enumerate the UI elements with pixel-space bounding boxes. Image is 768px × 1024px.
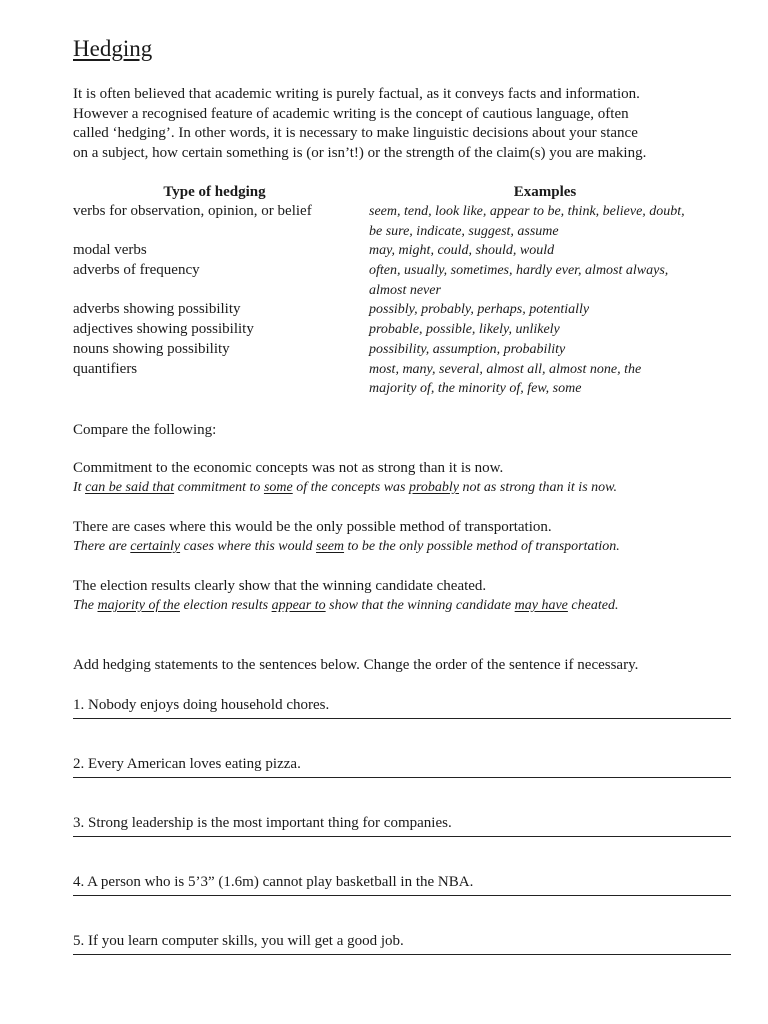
intro-line: on a subject, how certain something is (or isn’t!) or the strength of the claim(s) you are making.	[73, 145, 647, 162]
exercise-item-2	[73, 754, 733, 778]
hedge-phrase: some	[263, 480, 293, 495]
exercise-instructions: Add hedging statements to the sentences below. Change the order of the sentence if necessary.	[73, 657, 639, 673]
hedging-type: nouns showing possibility	[73, 340, 230, 357]
exercise-prompt: 2. Every American loves eating pizza.	[73, 756, 301, 772]
hedging-examples	[369, 340, 733, 360]
hedge-phrase: seem	[316, 539, 345, 554]
hedge-phrase: certainly	[130, 539, 181, 554]
example-line: seem, tend, look like, appear to be, think, believe, doubt,	[369, 204, 685, 219]
exercise-item-1	[73, 695, 733, 719]
table-row	[73, 202, 733, 241]
plain-sentence: There are cases where this would be the only possible method of transportation.	[73, 519, 552, 535]
sentence-text: It	[73, 480, 86, 495]
table-row	[73, 261, 733, 300]
hedging-type: modal verbs	[73, 242, 147, 259]
example-pair-1	[73, 458, 743, 498]
sentence-text: of the concepts was	[292, 480, 409, 495]
hedge-phrase: appear to	[271, 598, 326, 613]
hedging-examples	[369, 261, 733, 300]
hedging-type: adverbs showing possibility	[73, 301, 241, 318]
exercise-prompt: 1. Nobody enjoys doing household chores.	[73, 697, 330, 713]
hedging-type: quantifiers	[73, 360, 138, 377]
example-line: be sure, indicate, suggest, assume	[369, 223, 559, 239]
plain-sentence: Commitment to the economic concepts was not as strong than it is now.	[73, 460, 504, 476]
plain-sentence: The election results clearly show that the winning candidate cheated.	[73, 578, 487, 594]
table-row	[73, 300, 733, 320]
table-row	[73, 340, 733, 360]
hedge-phrase: majority of the	[97, 598, 180, 613]
example-line: probable, possible, likely, unlikely	[369, 322, 560, 338]
hedging-examples	[369, 360, 733, 399]
hedging-examples	[369, 300, 733, 320]
sentence-text: cheated.	[567, 598, 619, 613]
example-line: possibly, probably, perhaps, potentially	[369, 302, 590, 318]
page-title: Hedging	[73, 36, 153, 61]
intro-line: It is often believed that academic writing is purely factual, as it conveys facts and information.	[73, 86, 640, 102]
hedged-sentence	[73, 537, 743, 557]
hedge-phrase: probably	[408, 480, 460, 495]
example-line: most, many, several, almost all, almost none, the	[369, 361, 642, 377]
answer-line	[73, 777, 731, 778]
hedging-type: adverbs of frequency	[73, 262, 200, 279]
hedged-sentence	[73, 596, 743, 616]
example-pair-2	[73, 517, 743, 557]
example-pair-3	[73, 576, 743, 616]
table-row	[73, 320, 733, 340]
example-line: may, might, could, should, would	[369, 243, 555, 259]
table-row	[73, 360, 733, 399]
answer-line	[73, 954, 731, 955]
sentence-text: The	[73, 598, 98, 613]
answer-line	[73, 895, 731, 896]
compare-label: Compare the following:	[73, 422, 217, 438]
hedging-examples	[369, 320, 733, 340]
hedged-sentence	[73, 478, 743, 498]
hedging-examples	[369, 241, 733, 261]
example-line: majority of, the minority of, few, some	[369, 381, 582, 397]
table-row	[73, 241, 733, 261]
header-examples: Examples	[513, 184, 577, 200]
sentence-text: There are	[73, 539, 131, 554]
example-line: often, usually, sometimes, hardly ever, almost always,	[369, 263, 669, 279]
exercise-prompt: 4. A person who is 5’3” (1.6m) cannot play basketball in the NBA.	[73, 874, 474, 890]
hedging-examples	[369, 202, 733, 241]
exercise-prompt: 3. Strong leadership is the most important thing for companies.	[73, 815, 452, 831]
exercise-prompt: 5. If you learn computer skills, you will get a good job.	[73, 933, 404, 949]
intro-line: called ‘hedging’. In other words, it is necessary to make linguistic decisions about your stance	[73, 125, 638, 142]
intro-line: However a recognised feature of academic writing is the concept of cautious language, often	[73, 105, 629, 122]
sentence-text: to be the only possible method of transportation.	[344, 539, 620, 554]
sentence-text: election results	[179, 598, 272, 613]
sentence-text: cases where this would	[180, 539, 317, 554]
exercise-item-4	[73, 872, 733, 896]
exercise-item-5	[73, 931, 733, 955]
answer-line	[73, 836, 731, 837]
sentence-text: not as strong than it is now.	[459, 480, 617, 495]
exercise-item-3	[73, 813, 733, 837]
table-header	[73, 182, 733, 202]
hedging-type: verbs for observation, opinion, or belief	[73, 203, 312, 219]
hedging-type: adjectives showing possibility	[73, 321, 254, 338]
intro-paragraph	[73, 85, 733, 164]
sentence-text: show that the winning candidate	[325, 598, 515, 613]
hedging-types-table	[73, 182, 733, 399]
header-type-of-hedging: Type of hedging	[163, 184, 266, 200]
example-line: almost never	[369, 282, 441, 298]
hedge-phrase: can be said that	[85, 480, 175, 495]
sentence-text: commitment to	[174, 480, 264, 495]
hedge-phrase: may have	[514, 598, 568, 613]
example-line: possibility, assumption, probability	[369, 341, 566, 357]
answer-line	[73, 718, 731, 719]
